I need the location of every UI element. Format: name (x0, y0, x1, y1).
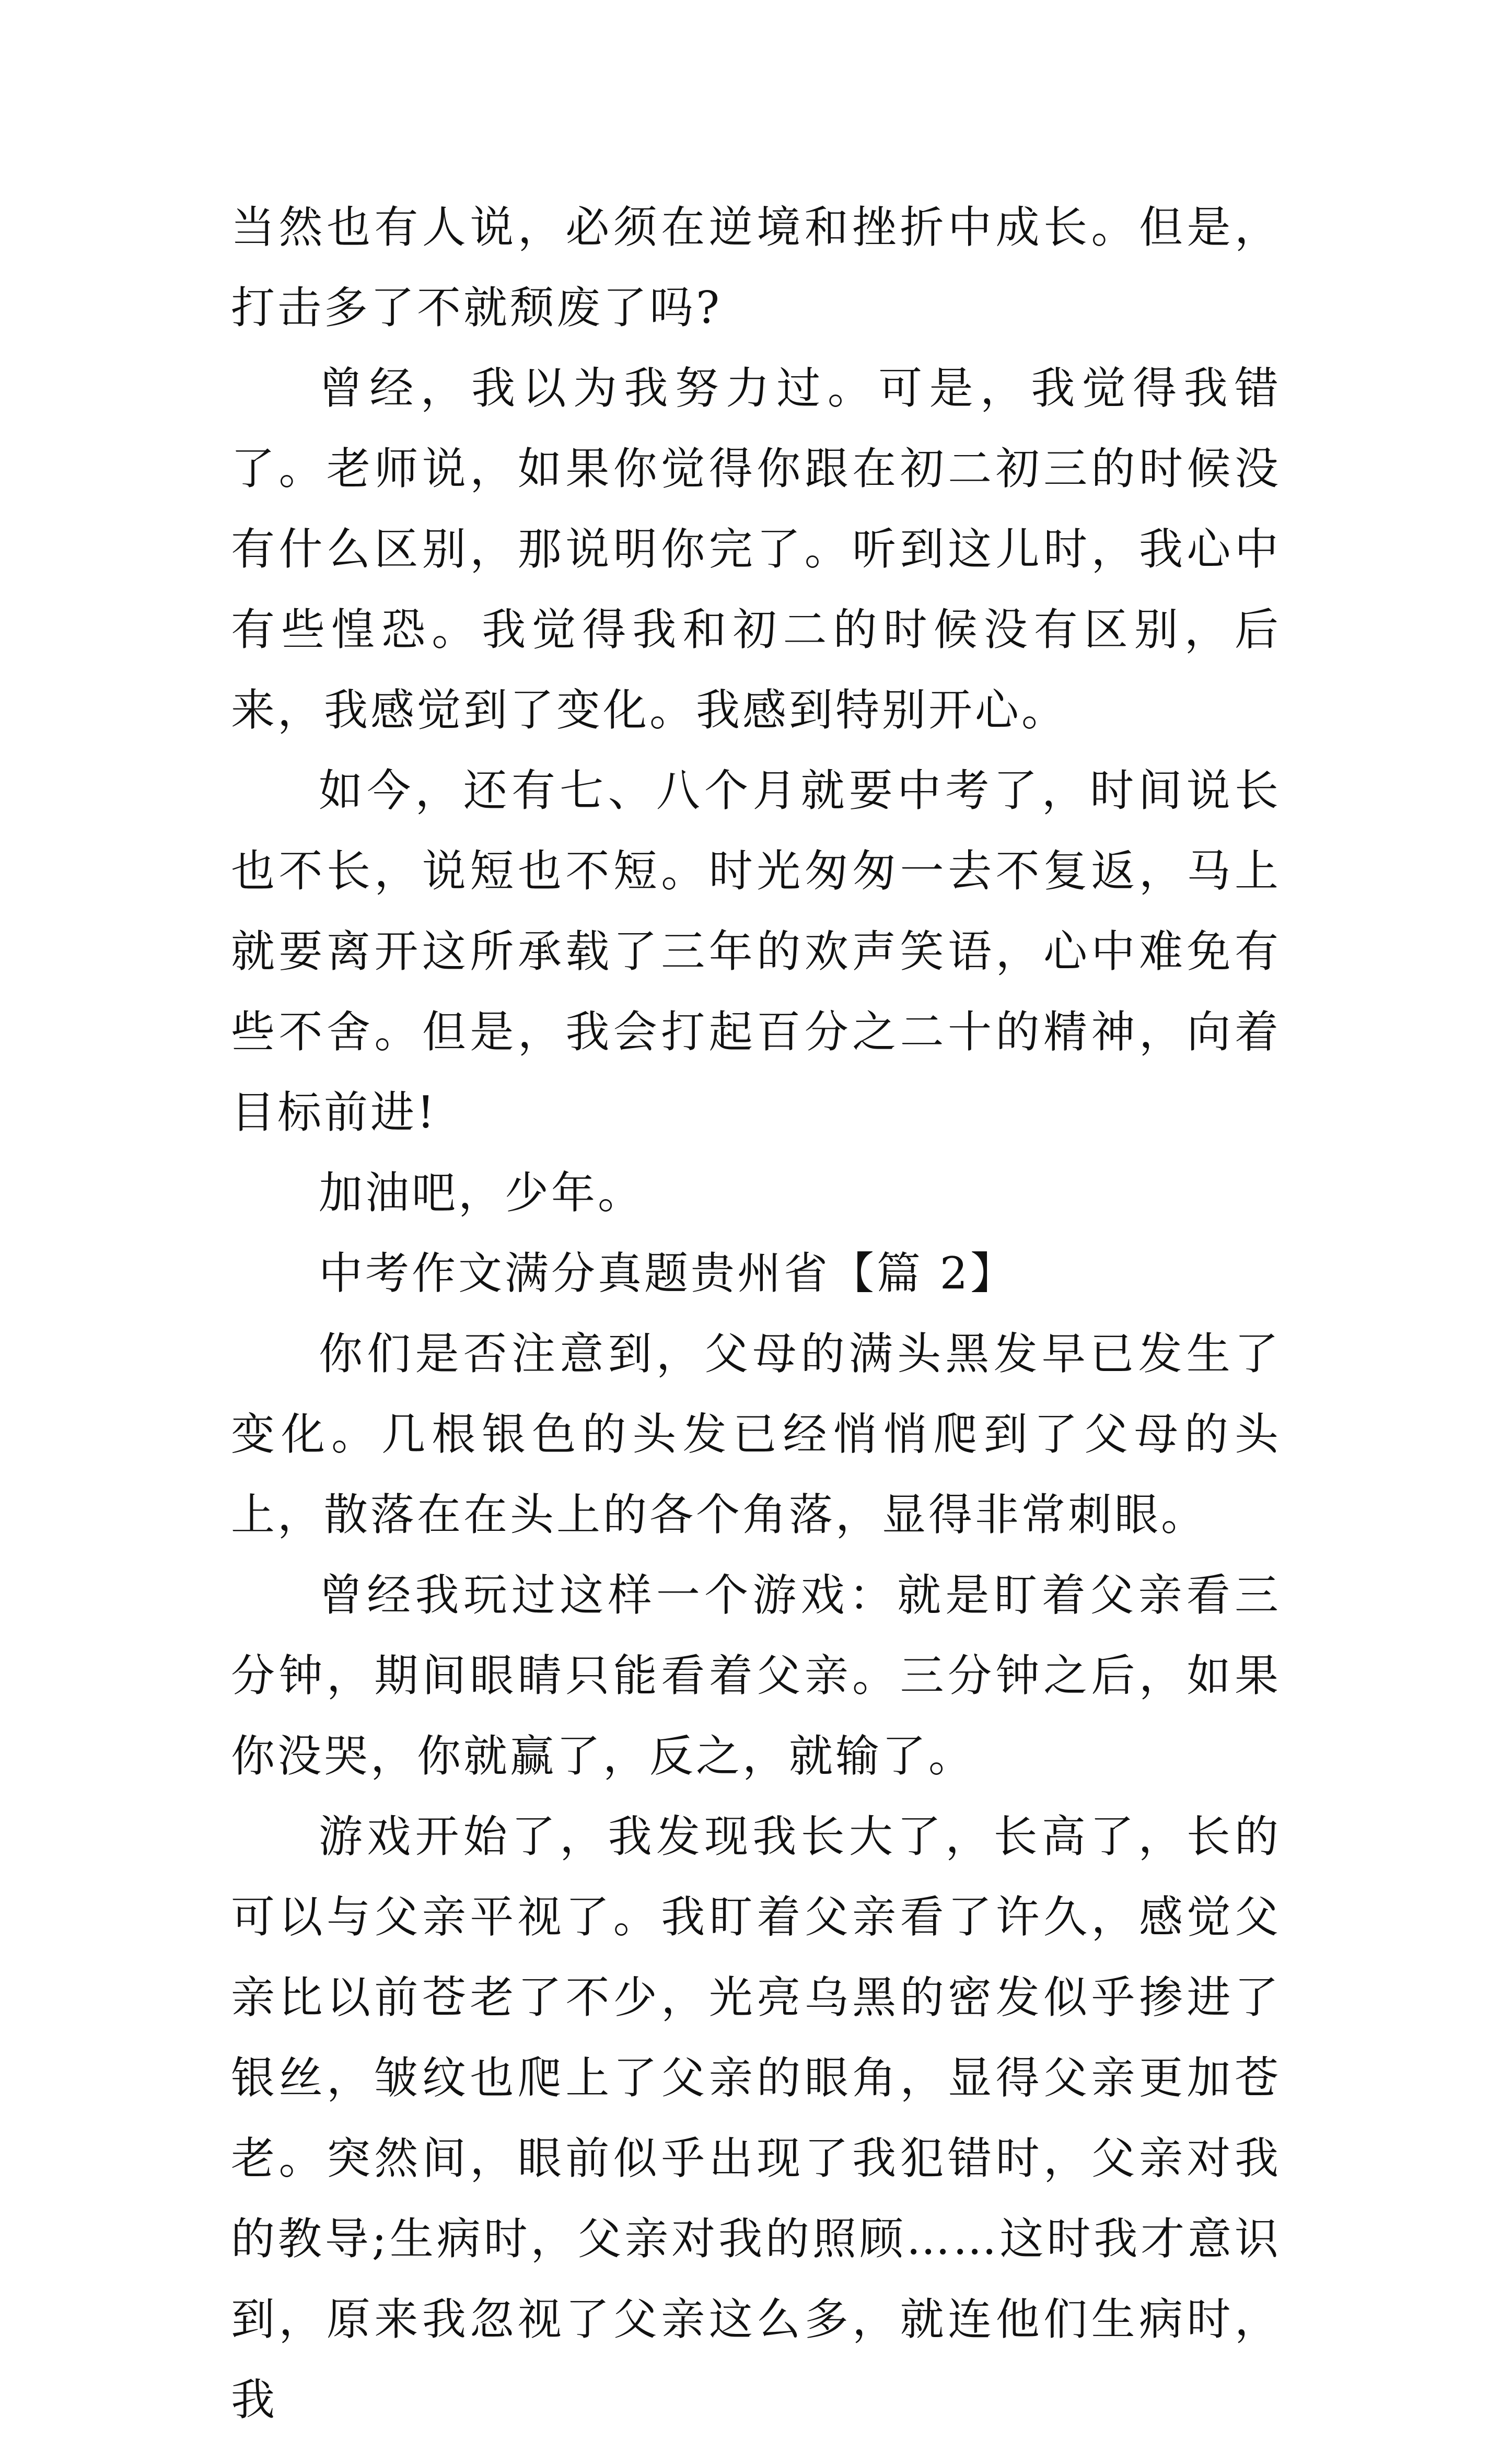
paragraph-1: 当然也有人说，必须在逆境和挫折中成长。但是，打击多了不就颓废了吗? (231, 202, 1281, 333)
paragraph-3: 如今，还有七、八个月就要中考了，时间说长也不长，说短也不短。时光匆匆一去不复返，马上就要离开这所承载了三年的欢声笑语，心中难免有些不舍。但是，我会打起百分之二十的精神，向着目标前进! (231, 765, 1281, 1138)
paragraph-4: 加油吧，少年。 (319, 1167, 645, 1218)
paragraph-6: 曾经我玩过这样一个游戏：就是盯着父亲看三分钟，期间眼睛只能看着父亲。三分钟之后，如果你没哭，你就赢了，反之，就输了。 (231, 1570, 1281, 1782)
section-heading: 中考作文满分真题贵州省【篇 2】 (319, 1248, 1017, 1299)
paragraph-2: 曾经，我以为我努力过。可是，我觉得我错了。老师说，如果你觉得你跟在初二初三的时候没有什么区别，那说明你完了。听到这儿时，我心中有些惶恐。我觉得我和初二的时候没有区别，后来，我感觉到了变化。我感到特别开心。 (231, 363, 1281, 736)
paragraph-7: 游戏开始了，我发现我长大了，长高了，长的可以与父亲平视了。我盯着父亲看了许久，感觉父亲比以前苍老了不少，光亮乌黑的密发似乎掺进了银丝，皱纹也爬上了父亲的眼角，显得父亲更加苍老。突然间，眼前似乎出现了我犯错时，父亲对我的教导;生病时，父亲对我的照顾……这时我才意识到，原来我忽视了父亲这么多，就连他们生病时，我 (231, 1811, 1281, 2425)
paragraph-5: 你们是否注意到，父母的满头黑发早已发生了变化。几根银色的头发已经悄悄爬到了父母的头上，散落在在头上的各个角落，显得非常刺眼。 (231, 1328, 1281, 1540)
document-body (231, 187, 1281, 2440)
